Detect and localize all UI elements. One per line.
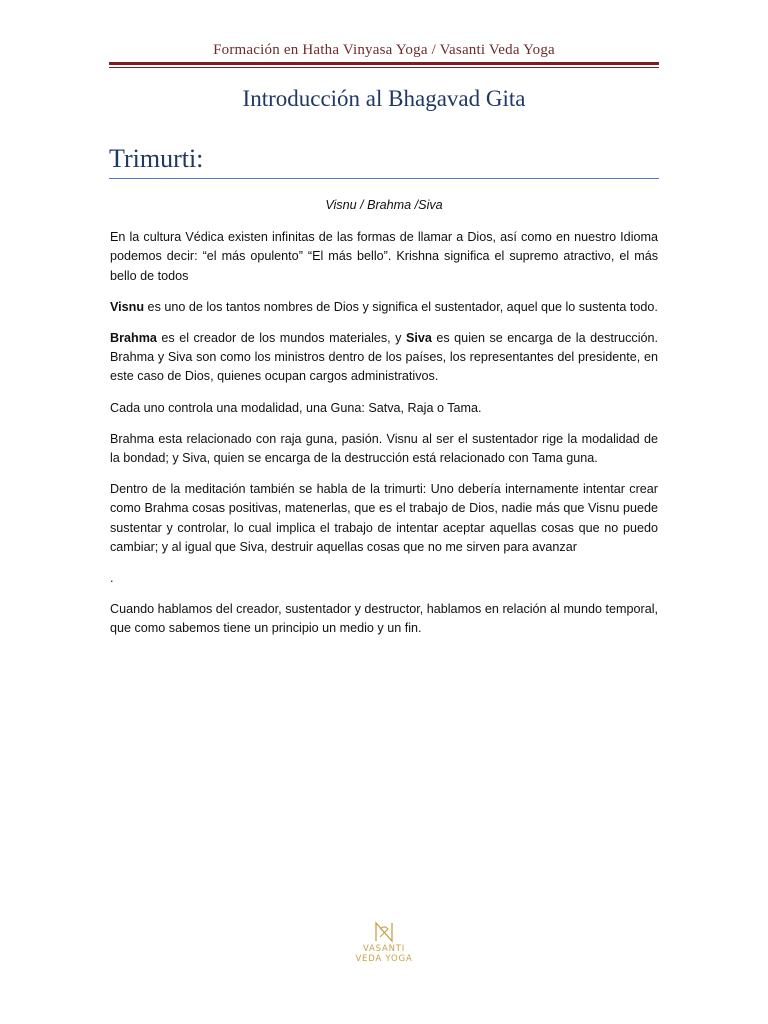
paragraph-intro: En la cultura Védica existen infinitas de las formas de llamar a Dios, así como en nuestro Idioma podemos decir: “el más opulento” “El más bello”. Krishna significa el supremo atractivo, el más bello de todos — [110, 230, 658, 283]
paragraph-modalities: Brahma esta relacionado con raja guna, pasión. Visnu al ser el sustentador rige la modalidad de la bondad; y Siva, quien se encarga de la destrucción está relacionado con Tama guna. — [110, 431, 658, 466]
logo-line-1: VASANTI — [362, 944, 406, 954]
document-title: Introducción al Bhagavad Gita — [242, 86, 526, 111]
paragraph-dot: . — [110, 571, 114, 586]
section-heading: Trimurti: — [109, 144, 204, 173]
term-visnu: Visnu — [110, 299, 145, 314]
paragraph-brahma-text: es el creador de los mundos materiales, y — [156, 331, 406, 346]
paragraph-temporal: Cuando hablamos del creador, sustentador y destructor, hablamos en relación al mundo temporal, que como sabemos tiene un principio un medio y un fin. — [110, 602, 658, 636]
vasanti-monogram-icon — [373, 920, 395, 944]
paragraph-meditation: Dentro de la meditación también se habla de la trimurti: Uno debería internamente intentar crear como Brahma cosas positivas, matenerlas, que es el trabajo de Dios, nadie más que Visnu puede sustentar y controlar, lo cual implica el trabajo de intentar aceptar aquellas cosas que no puedo cambiar; y al igual que Siva, destruir aquellas cosas que no me sirven para avanzar — [110, 482, 658, 554]
paragraph-visnu — [110, 298, 658, 317]
section-rule — [109, 178, 659, 179]
paragraph-visnu-text: es uno de los tantos nombres de Dios y significa el sustentador, aquel que lo sustenta todo. — [144, 299, 658, 314]
term-siva: Siva — [405, 331, 432, 346]
header-rule — [109, 62, 659, 65]
logo-line-2: VEDA YOGA — [355, 954, 413, 964]
paragraph-gunas: Cada uno controla una modalidad, una Guna: Satva, Raja o Tama. — [110, 400, 482, 415]
term-brahma: Brahma — [110, 331, 157, 346]
footer-logo — [334, 920, 434, 964]
header-rule-thin — [109, 67, 659, 68]
paragraph-brahma-siva — [110, 329, 658, 387]
subtitle: Visnu / Brahma /Siva — [325, 198, 443, 212]
running-header: Formación en Hatha Vinyasa Yoga / Vasanti Veda Yoga — [213, 42, 555, 58]
paragraph-siva-text: es quien se encarga de la destrucción. Brahma y Siva son como los ministros dentro de los países, los representantes del presidente, en este caso de Dios, quienes ocupan cargos administrativos. — [110, 331, 658, 384]
body-text — [110, 196, 658, 650]
